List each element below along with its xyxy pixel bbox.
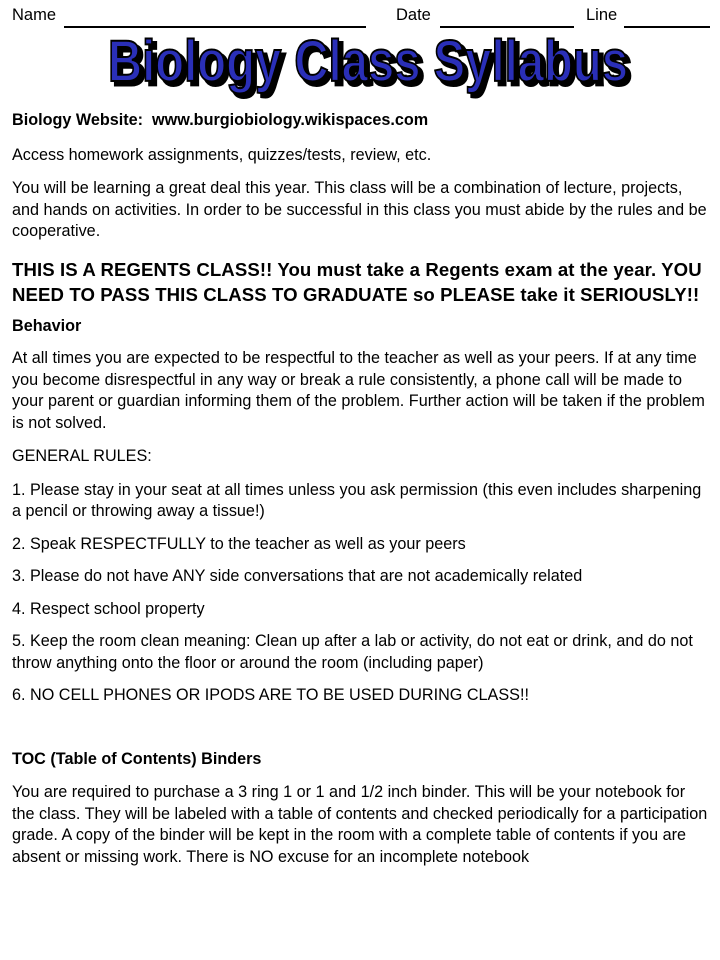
behavior-text: At all times you are expected to be respectful to the teacher as well as your peers. If at any time you become disrespectful in any way or break a rule consistently, a phone call will be made to your parent or guardian informing them of the problem. Further action will be taken if the problem is not solved. <box>12 349 705 432</box>
binders-text: You are required to purchase a 3 ring 1 or 1 and 1/2 inch binder. This will be your notebook for the class. They will be labeled with a table of contents and checked periodically for a participation grade. A copy of the binder will be kept in the room with a complete table of contents if you are absent or missing work. There is NO excuse for an incomplete notebook <box>12 783 708 866</box>
rule-item: 2. Speak RESPECTFULLY to the teacher as well as your peers <box>12 534 466 553</box>
rule-item: 6. NO CELL PHONES OR IPODS ARE TO BE USED DURING CLASS!! <box>12 686 529 704</box>
line-label: Line <box>586 6 618 24</box>
regents-notice: THIS IS A REGENTS CLASS!! You must take a Regents exam at the year. YOU NEED TO PASS THIS CLASS TO GRADUATE so PLEASE take it SERIOUSLY!! <box>12 258 702 305</box>
rule-item: 3. Please do not have ANY side conversations that are not academically related <box>12 567 583 585</box>
rules-heading: GENERAL RULES: <box>12 447 152 465</box>
rule-item: 4. Respect school property <box>12 599 205 618</box>
name-label: Name <box>12 6 57 24</box>
date-label: Date <box>396 6 431 24</box>
rule-item: 5. Keep the room clean meaning: Clean up after a lab or activity, do not eat or drink, and do not throw anything onto the floor or around the room (including paper) <box>12 632 693 672</box>
binders-heading: TOC (Table of Contents) Binders <box>12 749 262 768</box>
website-url[interactable]: www.burgiobiology.wikispaces.com <box>152 111 429 129</box>
access-text: Access homework assignments, quizzes/tests, review, etc. <box>12 145 432 164</box>
syllabus-body <box>12 110 712 868</box>
syllabus-title <box>88 26 648 104</box>
website-line <box>12 110 712 132</box>
header-fields <box>12 6 712 28</box>
behavior-heading: Behavior <box>12 316 82 335</box>
title-shadow: Biology Class Syllabus <box>112 33 632 98</box>
title-text: Biology Class Syllabus <box>108 29 628 94</box>
rule-item: 1. Please stay in your seat at all times unless you ask permission (this even includes sharpening a pencil or throwing away a tissue!) <box>12 480 702 520</box>
website-label: Biology Website: <box>12 111 144 129</box>
intro-text: You will be learning a great deal this year. This class will be a combination of lecture, projects, and hands on activities. In order to be successful in this class you must abide by the rules and be cooperative. <box>12 179 707 240</box>
